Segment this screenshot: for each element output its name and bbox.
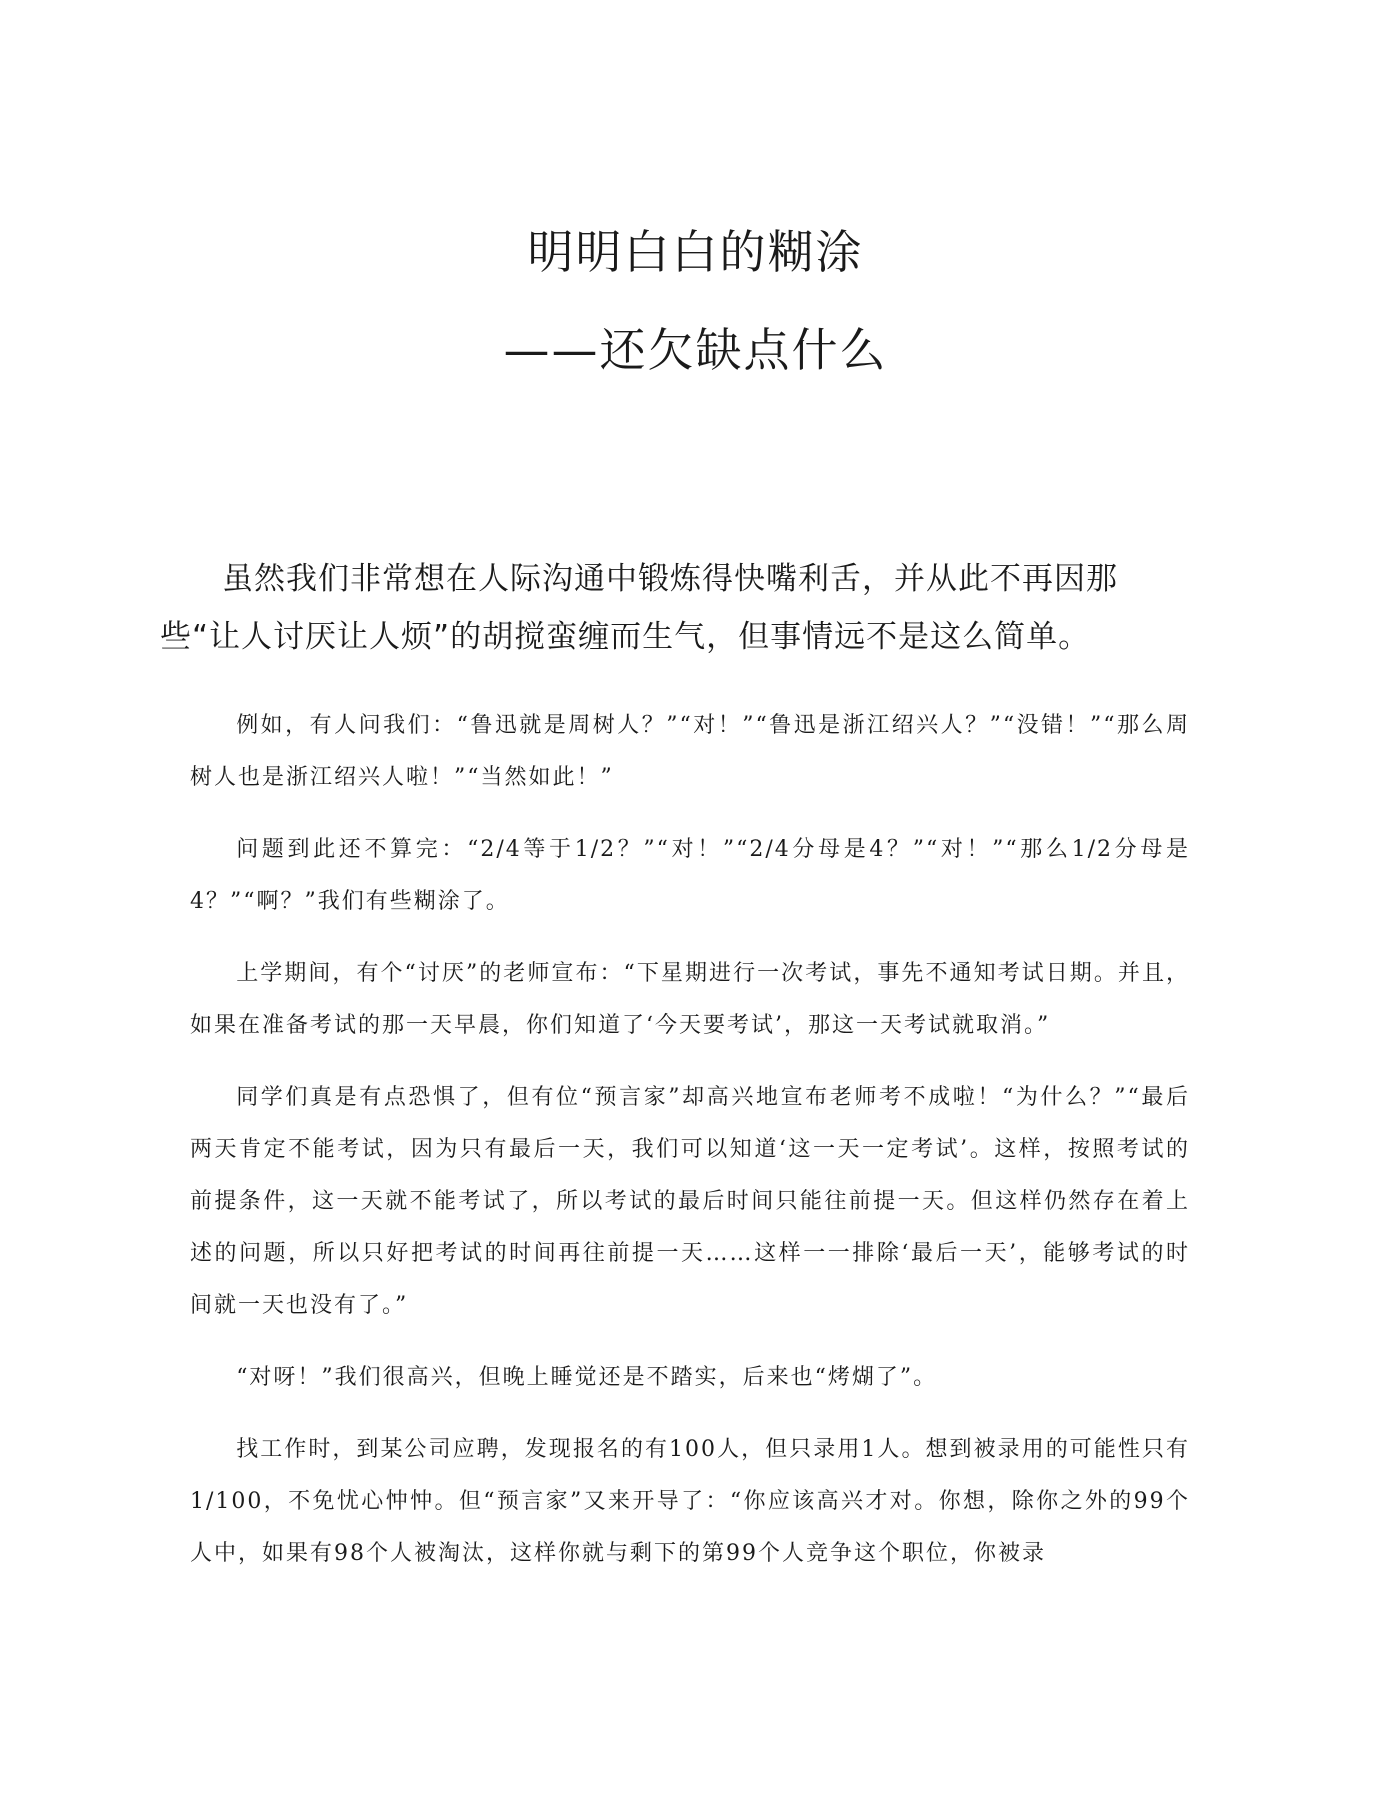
page-title: 明明白白的糊涂 [527,225,864,279]
paragraph-3: 上学期间，有个“讨厌”的老师宣布：“下星期进行一次考试，事先不通知考试日期。并且，如果在准备考试的那一天早晨，你们知道了‘今天要考试’，那这一天考试就取消。” [190,961,1190,1038]
paragraph-4: 同学们真是有点恐惧了，但有位“预言家”却高兴地宣布老师考不成啦！“为什么？”“最后两天肯定不能考试，因为只有最后一天，我们可以知道‘这一天一定考试’。这样，按照考试的前提条件，这一天就不能考试了，所以考试的最后时间只能往前提一天。但这样仍然存在着上述的问题，所以只好把考试的时间再往前提一天……这样一一排除‘最后一天’，能够考试的时间就一天也没有了。” [190,1085,1190,1318]
paragraph-2: 问题到此还不算完：“2/4等于1/2？”“对！”“2/4分母是4？”“对！”“那么1/2分母是4？”“啊？”我们有些糊涂了。 [190,837,1190,914]
body-text [190,700,1190,1600]
paragraph-6: 找工作时，到某公司应聘，发现报名的有100人，但只录用1人。想到被录用的可能性只有1/100，不免忧心忡忡。但“预言家”又来开导了：“你应该高兴才对。你想，除你之外的99个人中，如果有98个人被淘汰，这样你就与剩下的第99个人竞争这个职位，你被录 [190,1437,1190,1566]
paragraph-1: 例如，有人问我们：“鲁迅就是周树人？”“对！”“鲁迅是浙江绍兴人？”“没错！”“那么周树人也是浙江绍兴人啦！”“当然如此！” [190,713,1190,790]
intro-paragraph: 虽然我们非常想在人际沟通中锻炼得快嘴利舌，并从此不再因那些“让人讨厌让人烦”的胡搅蛮缠而生气，但事情远不是这么简单。 [160,561,1118,655]
page-subtitle: ——还欠缺点什么 [503,323,888,377]
paragraph-5: “对呀！”我们很高兴，但晚上睡觉还是不踏实，后来也“烤煳了”。 [236,1365,938,1390]
